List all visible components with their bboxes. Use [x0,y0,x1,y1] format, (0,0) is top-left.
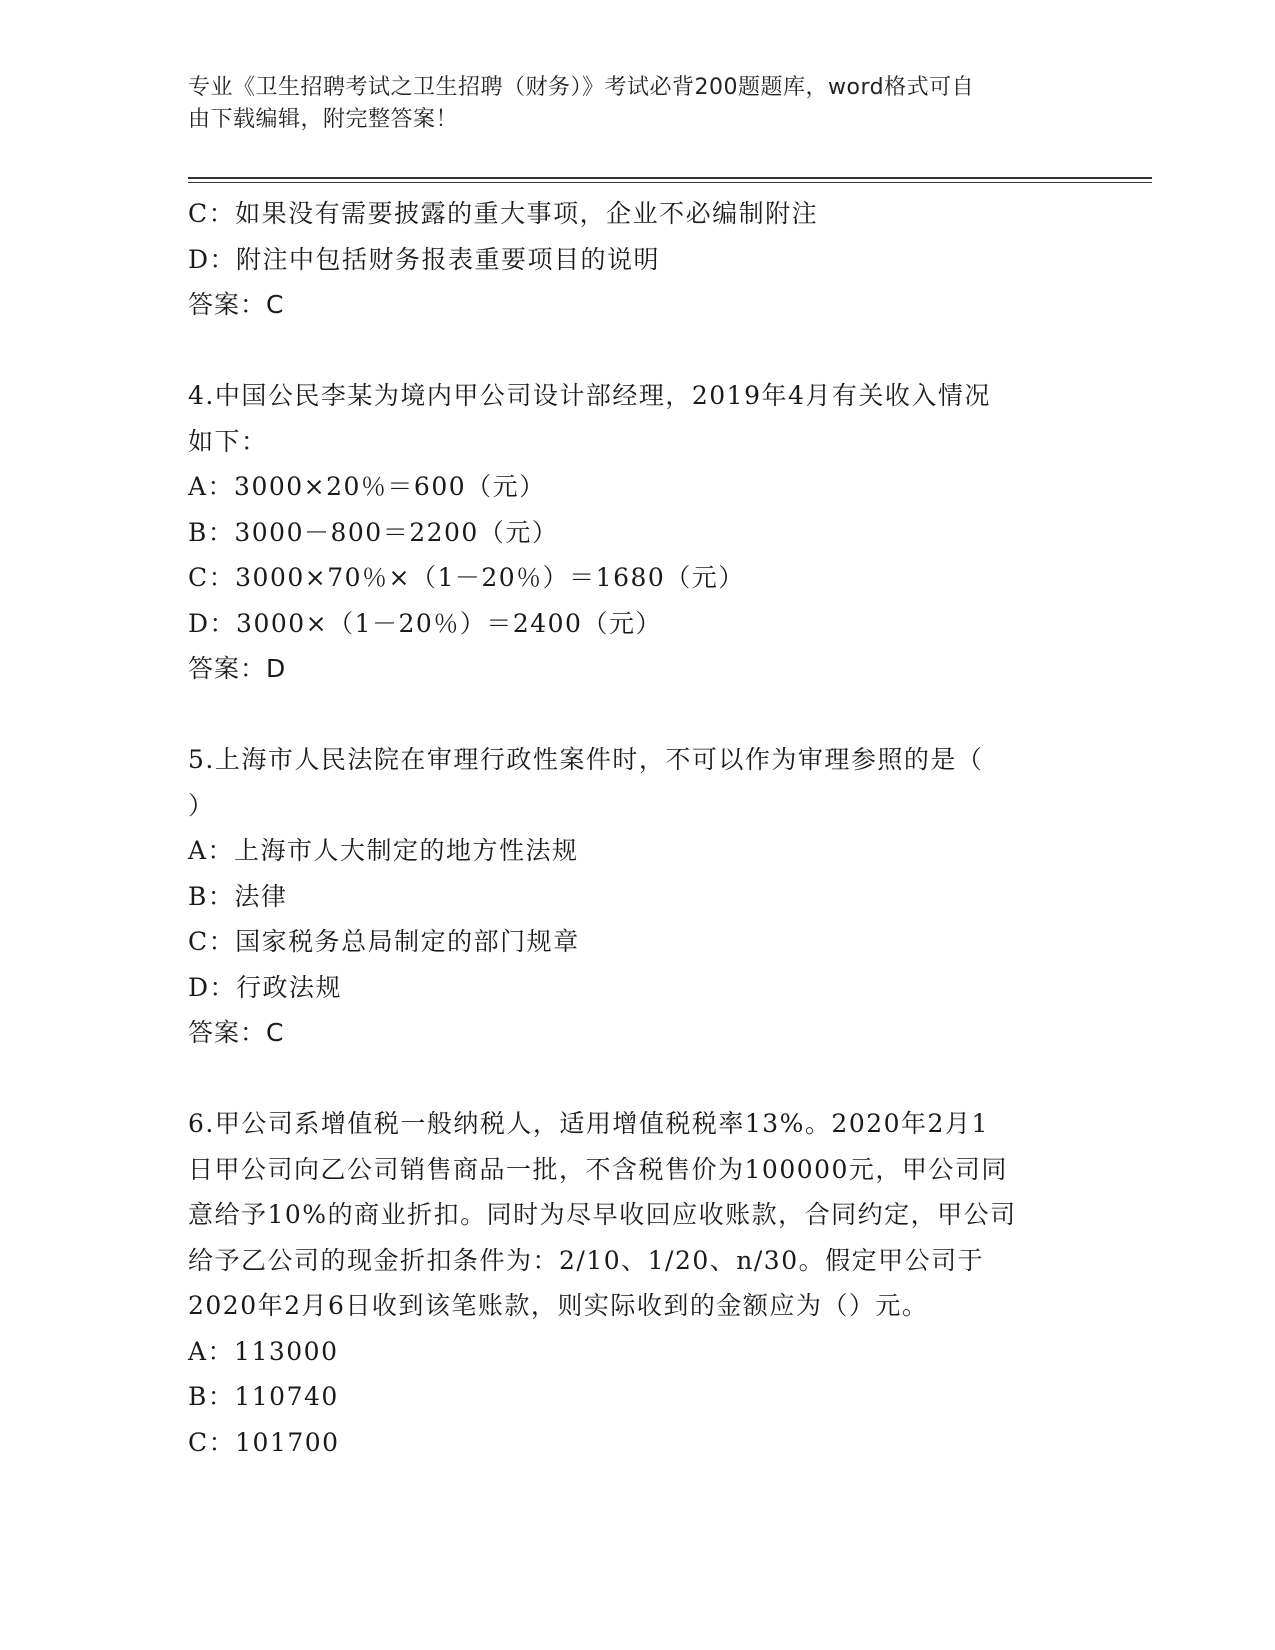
q6-stem-line-3: 意给予10%的商业折扣。同时为尽早收回应收账款，合同约定，甲公司 [188,1200,1017,1229]
q6-stem-line-5: 2020年2月6日收到该笔账款，则实际收到的金额应为（）元。 [188,1291,929,1320]
question-5 [188,737,1088,1056]
q5-answer: 答案：C [188,1018,285,1047]
question-spacer [188,1056,1088,1102]
q5-option-d: D：行政法规 [188,972,343,1002]
q5-option-b: B：法律 [188,881,288,911]
q4-option-b: B：3000－800＝2200（元） [188,517,559,547]
q5-option-c: C：国家税务总局制定的部门规章 [188,927,580,956]
q4-option-d: D：3000×（1－20％）＝2400（元） [188,608,662,638]
header-title-line-1: 专业《卫生招聘考试之卫生招聘（财务）》考试必背200题题库，word格式可自 [188,75,975,100]
question-list [188,191,1088,1465]
q4-option-a: A：3000×20％＝600（元） [188,472,546,501]
q3-answer: 答案：C [188,290,285,319]
question-4 [188,373,1088,692]
q4-option-c: C：3000×70％×（1－20％）＝1680（元） [188,563,745,592]
q4-stem-line-2: 如下： [188,426,268,456]
q3-option-d: D：附注中包括财务报表重要项目的说明 [188,244,661,274]
question-6 [188,1101,1088,1465]
question-spacer [188,328,1088,374]
q6-option-b: B：110740 [188,1382,339,1411]
document-header [188,72,1068,136]
question-3 [188,191,1088,328]
header-divider-thin [188,182,1152,183]
q6-option-c: C：101700 [188,1427,340,1457]
question-spacer [188,692,1088,738]
q5-stem-line-2: ） [188,790,215,820]
q6-option-a: A：113000 [188,1336,339,1366]
q3-option-c: C：如果没有需要披露的重大事项，企业不必编制附注 [188,199,819,228]
q4-answer: 答案：D [188,654,287,683]
q4-stem-line-1: 4.中国公民李某为境内甲公司设计部经理，2019年4月有关收入情况 [188,381,991,410]
header-divider-thick [188,177,1152,179]
q6-stem-line-2: 日甲公司向乙公司销售商品一批，不含税售价为100000元，甲公司同 [188,1154,1008,1184]
header-title-line-2: 由下载编辑，附完整答案！ [188,107,459,132]
q5-option-a: A：上海市人大制定的地方性法规 [188,836,579,865]
q5-stem-line-1: 5.上海市人民法院在审理行政性案件时，不可以作为审理参照的是（ [188,745,984,774]
q6-stem-line-4: 给予乙公司的现金折扣条件为：2/10、1/20、n/30。假定甲公司于 [188,1245,985,1275]
q6-stem-line-1: 6.甲公司系增值税一般纳税人，适用增值税税率13%。2020年2月1 [188,1109,989,1138]
